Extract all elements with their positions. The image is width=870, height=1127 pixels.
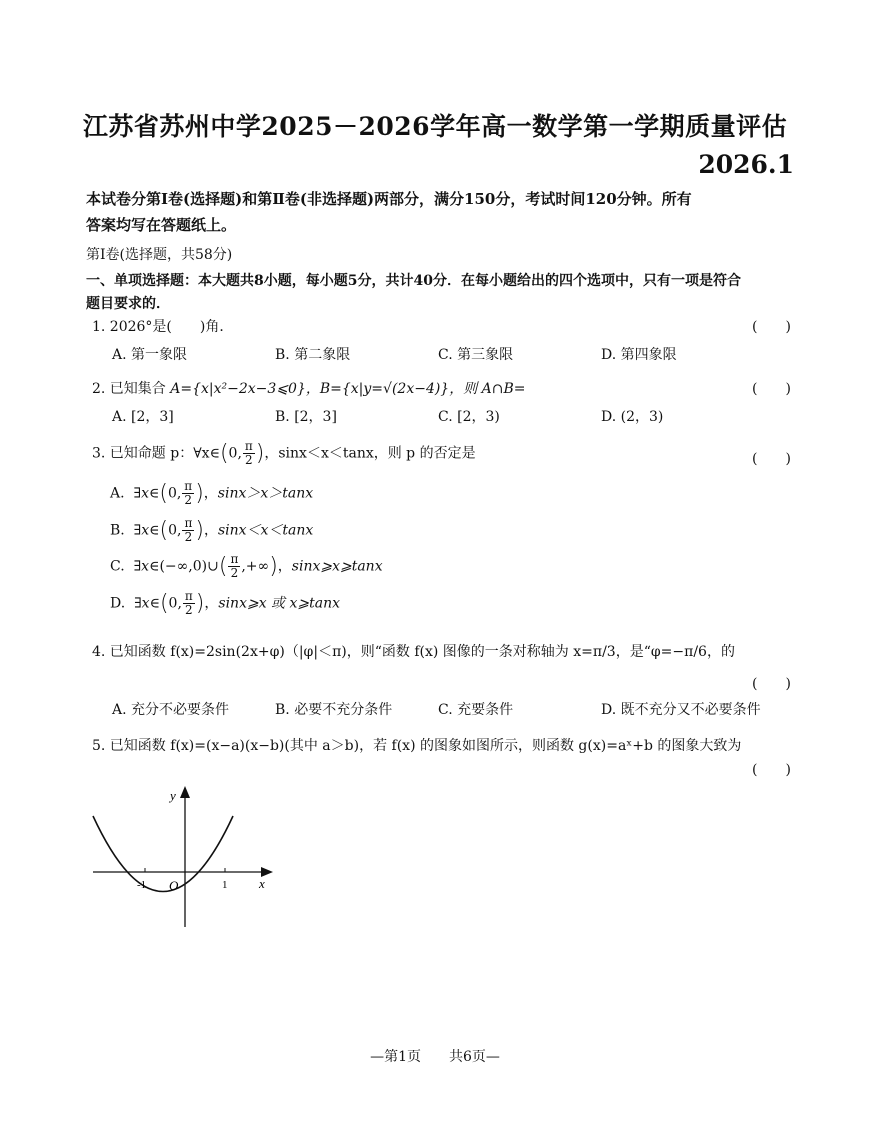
origin-label: O xyxy=(169,878,179,893)
parabola-curve xyxy=(93,816,233,892)
q3-option-d: D. ∃x∈(0, $\frac{\pi}{2}$ )，sinx⩾x 或 x⩾tanx xyxy=(110,589,341,617)
q2-option-c: C. [2，3) xyxy=(438,409,500,425)
q2-option-a: A. [2，3] xyxy=(112,409,174,425)
q5-stem: 5. 已知函数 f(x)=(x−a)(x−b)(其中 a＞b)，若 f(x) 的图象如图所示，则函数 g(x)=aˣ+b 的图象大致为 xyxy=(92,738,742,754)
q4-option-a: A. 充分不必要条件 xyxy=(112,702,230,718)
function-graph xyxy=(85,782,285,932)
intro-line-1: 本试卷分第Ⅰ卷(选择题)和第Ⅱ卷(非选择题)两部分，满分150分，考试时间120分钟。所有 xyxy=(86,190,692,208)
x-axis-label: x xyxy=(259,876,265,891)
section-heading-line-2: 题目要求的． xyxy=(86,296,170,312)
q3-option-d-text: sinx⩾x 或 x⩾tanx xyxy=(218,595,341,612)
q1-stem: 1. 2026°是( )角． xyxy=(92,319,234,335)
q4-option-c: C. 充要条件 xyxy=(438,702,514,718)
q3-option-b: B. ∃x∈(0, $\frac{\pi}{2}$ )，sinx＜x＜tanx xyxy=(110,516,314,544)
section-heading-line-1: 一、单项选择题：本大题共8小题，每小题5分，共计40分．在每小题给出的四个选项中，只有一项是符合 xyxy=(86,273,741,289)
y-axis-arrow-icon xyxy=(180,786,190,798)
q2-stem-prefix: 2. 已知集合 xyxy=(92,381,166,397)
q4-option-d: D. 既不充分又不必要条件 xyxy=(601,702,761,718)
y-axis-label: y xyxy=(170,788,176,803)
q1-option-c: C. 第三象限 xyxy=(438,347,514,363)
q1-option-b: B. 第二象限 xyxy=(275,347,351,363)
q4-stem: 4. 已知函数 f(x)=2sin(2x+φ)（|φ|＜π)，则“函数 f(x) 图像的一条对称轴为 x=π/3，是“φ=−π/6，的 xyxy=(92,644,735,660)
q3-option-a-text: sinx＞x＞tanx xyxy=(217,485,314,502)
q1-option-a: A. 第一象限 xyxy=(112,347,188,363)
q3-stem-prefix: 3. 已知命题 p：∀x∈ xyxy=(92,445,220,462)
exam-date: 2026.1 xyxy=(698,150,794,179)
q3-option-c-text: sinx⩾x⩾tanx xyxy=(291,558,383,575)
page-title: 江苏省苏州中学2025－2026学年高一数学第一学期质量评估 xyxy=(82,112,788,141)
q1-answer-paren: ( ) xyxy=(752,319,791,335)
q1-option-d: D. 第四象限 xyxy=(601,347,677,363)
intro-line-2: 答案均写在答题纸上。 xyxy=(86,216,237,234)
q2-option-d: D. (2，3) xyxy=(601,409,664,425)
q3-stem-suffix: ，sinx＜x＜tanx，则 p 的否定是 xyxy=(264,445,476,462)
q2-option-b: B. [2，3] xyxy=(275,409,337,425)
q4-option-b: B. 必要不充分条件 xyxy=(275,702,393,718)
q3-option-b-text: sinx＜x＜tanx xyxy=(217,522,314,539)
q4-answer-paren: ( ) xyxy=(752,676,791,692)
q3-stem: 3. 已知命题 p：∀x∈(0, $\frac{\pi}{2}$ )，sinx＜x＜tanx，则 p 的否定是 xyxy=(92,439,476,467)
q5-answer-paren: ( ) xyxy=(752,762,791,778)
q2-stem-math: A={x|x²−2x−3⩽0}，B={x|y=√(2x−4)}，则 A∩B= xyxy=(170,381,526,397)
neg1-label: -1 xyxy=(137,879,147,891)
pos1-label: 1 xyxy=(222,879,228,891)
q2-answer-paren: ( ) xyxy=(752,381,791,397)
q3-option-c: C. ∃x∈(−∞,0)∪( $\frac{\pi}{2}$ ,+∞)，sinx⩾x⩾tanx xyxy=(110,552,383,580)
q3-option-a: A. ∃x∈(0, $\frac{\pi}{2}$ )，sinx＞x＞tanx xyxy=(110,479,314,507)
page-footer: —第1页 共6页— xyxy=(370,1049,500,1065)
q3-answer-paren: ( ) xyxy=(752,451,791,467)
q2-stem xyxy=(92,378,526,398)
part-heading: 第Ⅰ卷(选择题，共58分) xyxy=(86,247,233,263)
